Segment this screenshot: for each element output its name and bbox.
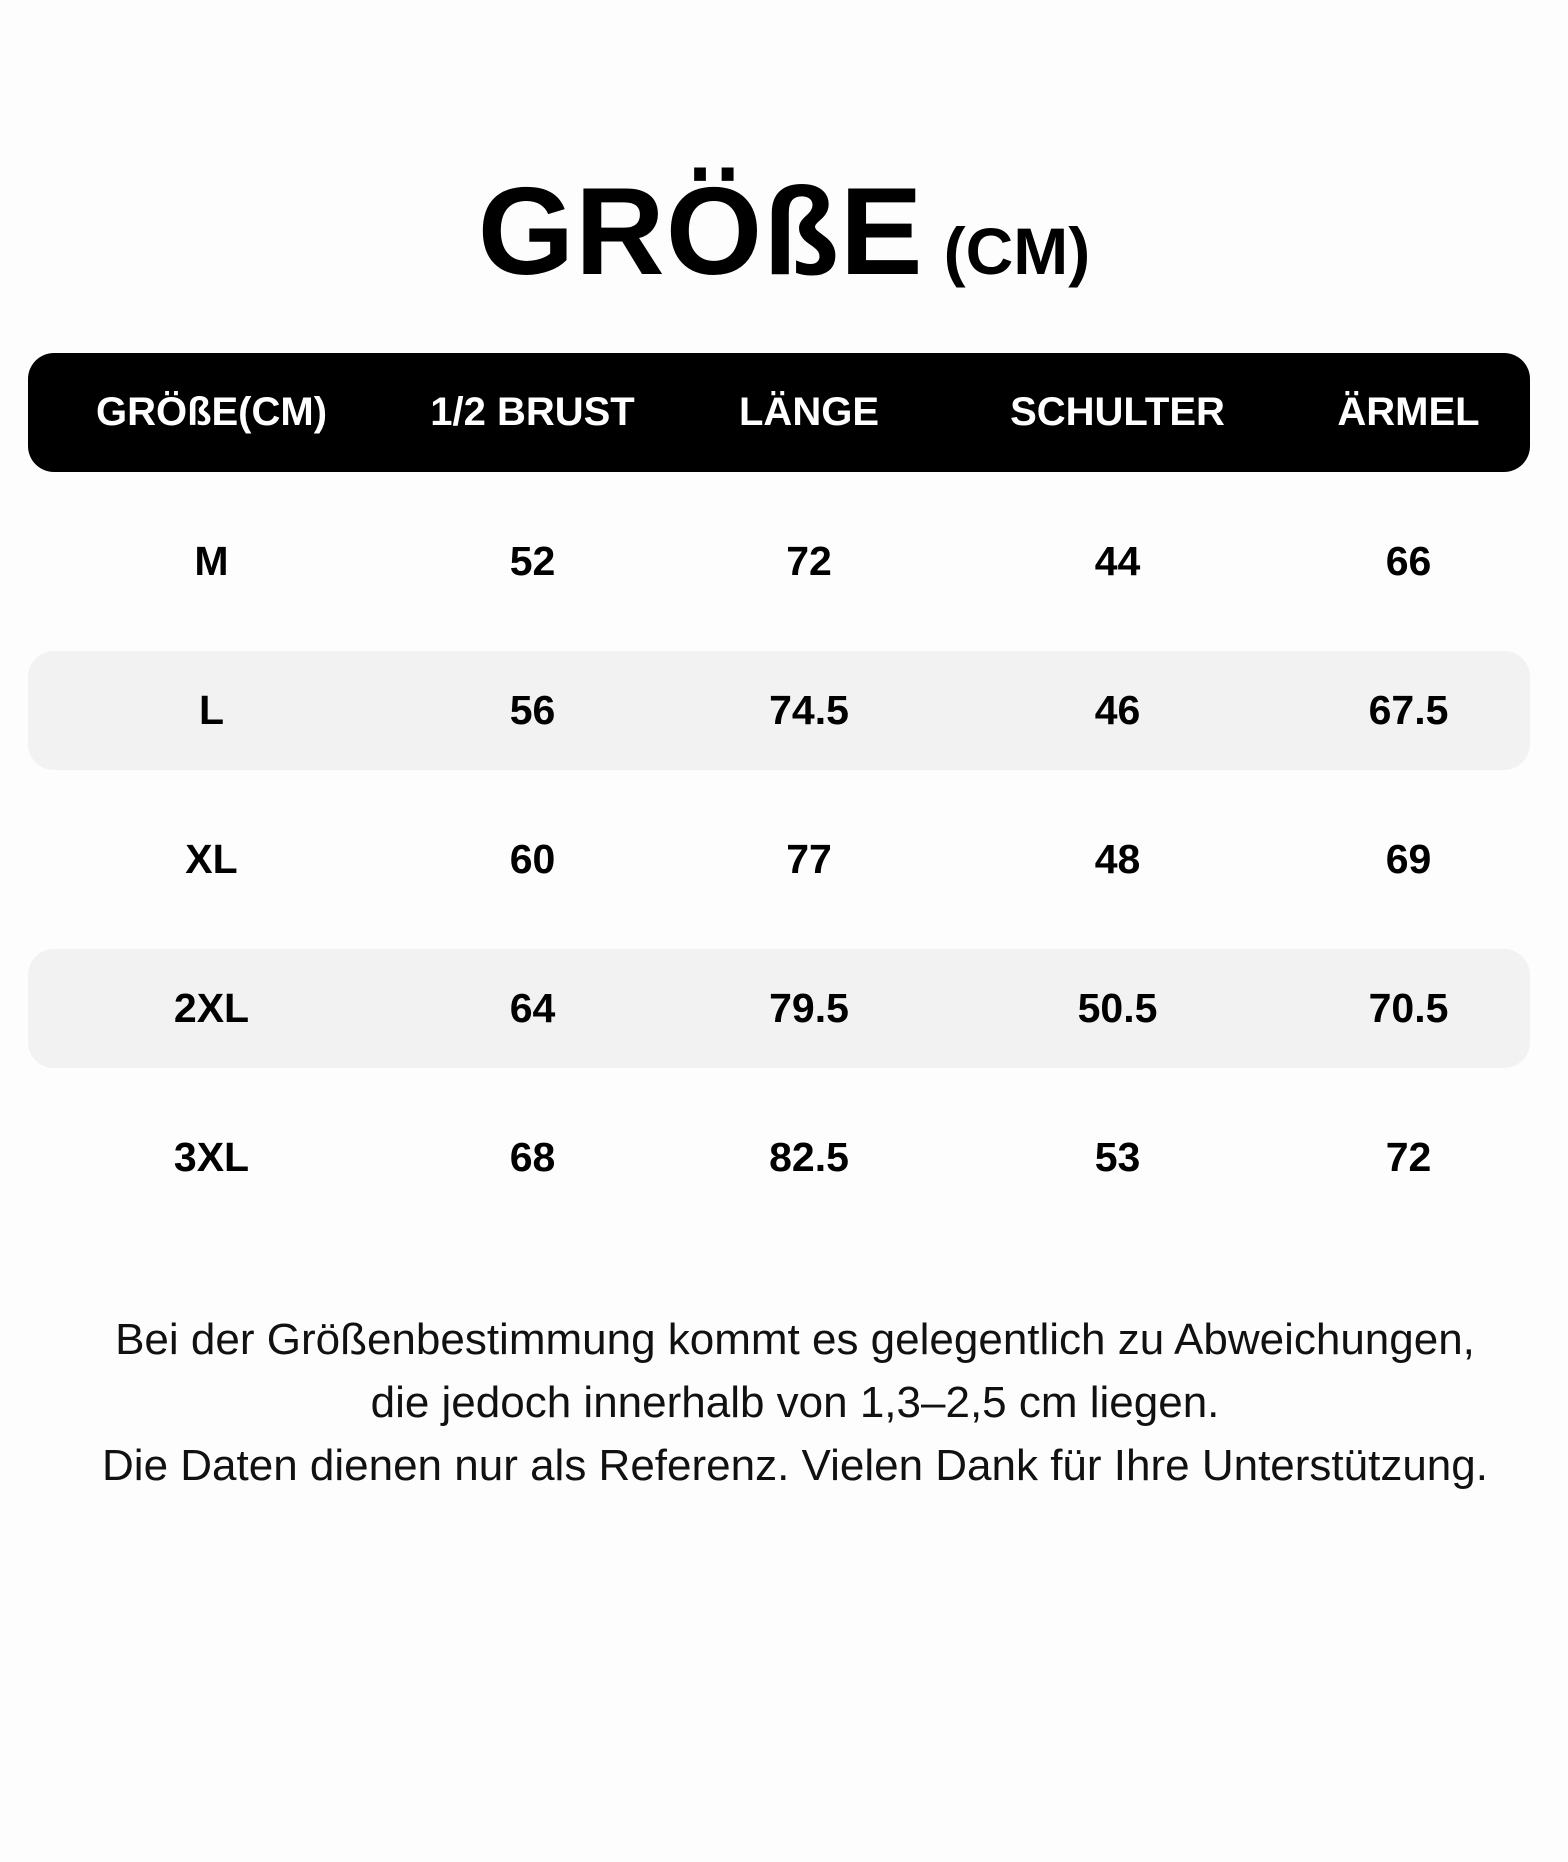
cell-shoulder: 44: [1094, 538, 1141, 584]
header-shoulder: SCHULTER: [1010, 390, 1225, 434]
cell-size: 3XL: [173, 1134, 250, 1180]
cell-length: 82.5: [769, 1134, 849, 1180]
cell-sleeve: 69: [1385, 836, 1432, 882]
cell-length: 79.5: [769, 985, 849, 1031]
cell-shoulder: 53: [1094, 1134, 1141, 1180]
cell-half-chest: 52: [509, 538, 556, 584]
title-main: GRÖßE: [477, 163, 924, 301]
disclaimer-line: Bei der Größenbestimmung kommt es gelegentlich zu Abweichungen,: [115, 1315, 1475, 1364]
cell-length: 77: [786, 836, 832, 882]
table-row: [28, 1098, 1530, 1217]
cell-sleeve: 72: [1385, 1134, 1432, 1180]
title-unit: (CM): [943, 214, 1091, 288]
cell-size: 2XL: [173, 985, 250, 1031]
cell-sleeve: 66: [1385, 538, 1432, 584]
table-row: [28, 651, 1530, 770]
cell-half-chest: 56: [509, 687, 556, 733]
table-header-row: [28, 353, 1530, 472]
cell-half-chest: 60: [509, 836, 556, 882]
size-table: [28, 353, 1530, 1217]
page-title: [0, 163, 1568, 301]
cell-size: L: [198, 687, 225, 733]
header-sleeve: ÄRMEL: [1337, 390, 1480, 434]
cell-shoulder: 50.5: [1077, 985, 1158, 1031]
table-row: [28, 949, 1530, 1068]
disclaimer-line: Die Daten dienen nur als Referenz. Vielen Dank für Ihre Unterstützung.: [102, 1441, 1488, 1490]
cell-size: XL: [185, 836, 238, 882]
cell-size: M: [194, 538, 229, 584]
cell-sleeve: 67.5: [1368, 687, 1449, 733]
cell-shoulder: 46: [1094, 687, 1141, 733]
cell-length: 74.5: [769, 687, 849, 733]
cell-half-chest: 64: [509, 985, 556, 1031]
table-row: [28, 800, 1530, 919]
cell-half-chest: 68: [509, 1134, 556, 1180]
cell-shoulder: 48: [1094, 836, 1141, 882]
header-half-chest: 1/2 BRUST: [430, 390, 635, 434]
disclaimer-line: die jedoch innerhalb von 1,3–2,5 cm liegen.: [370, 1378, 1220, 1427]
cell-sleeve: 70.5: [1368, 985, 1449, 1031]
header-length: LÄNGE: [739, 390, 879, 434]
table-row: [28, 502, 1530, 621]
cell-length: 72: [786, 538, 832, 584]
size-disclaimer: [0, 1308, 1568, 1497]
header-size: GRÖßE(CM): [95, 390, 328, 434]
